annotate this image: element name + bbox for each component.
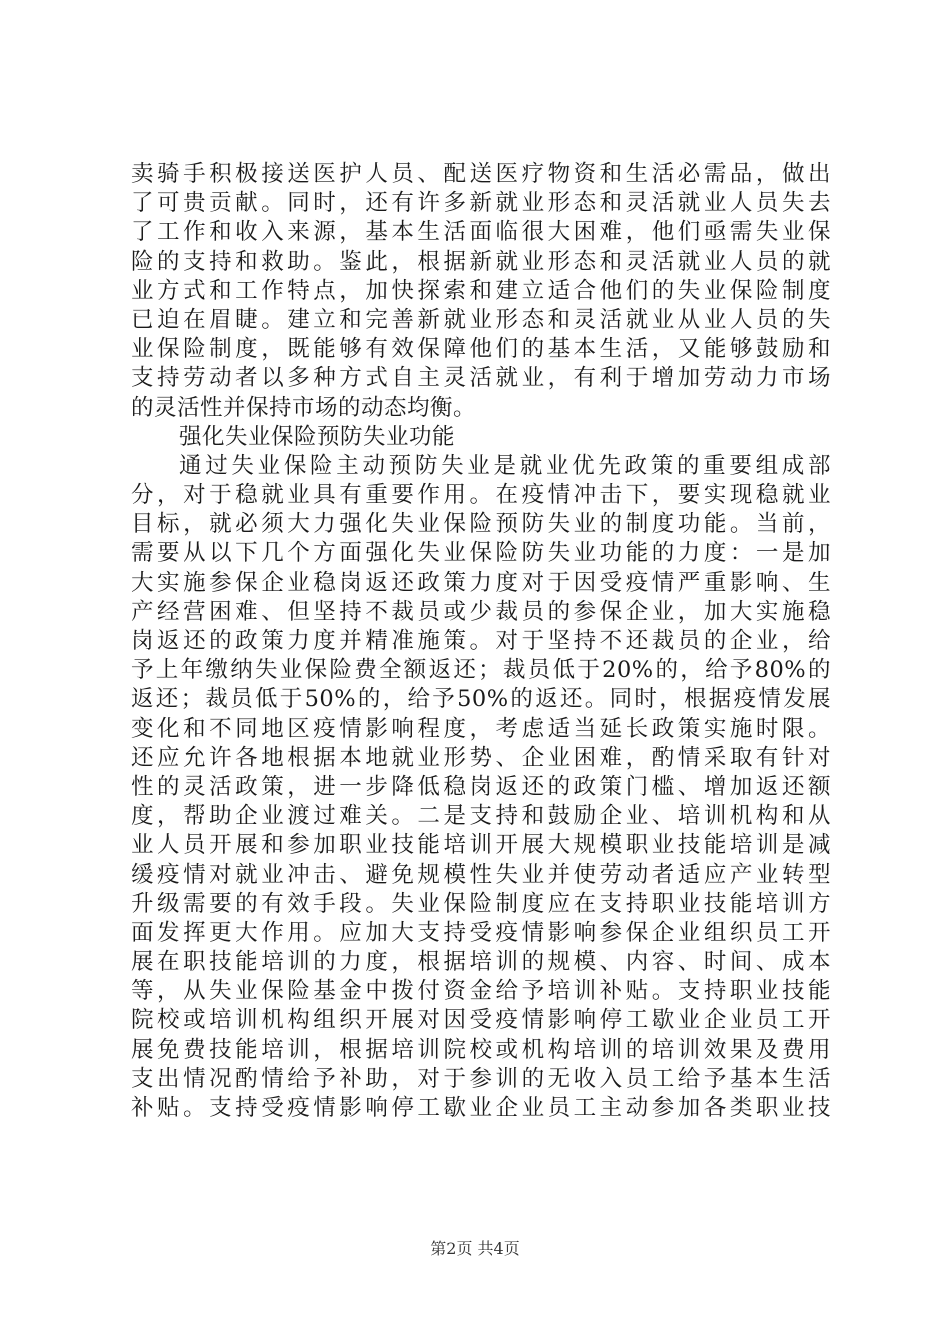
text-line: 了可贵贡献。同时，还有许多新就业形态和灵活就业人员失去 [131, 190, 831, 217]
text-line: 的灵活性并保持市场的动态均衡。 [131, 394, 477, 421]
text-line: 予上年缴纳失业保险费全额返还；裁员低于20%的，给予80%的 [131, 657, 831, 684]
text-line: 补贴。支持受疫情影响停工歇业企业员工主动参加各类职业技 [131, 1095, 831, 1121]
text-line: 岗返还的政策力度并精准施策。对于坚持不还裁员的企业，给 [131, 628, 831, 654]
section-heading: 强化失业保险预防失业功能 [179, 423, 456, 450]
text-line: 支持劳动者以多种方式自主灵活就业，有利于增加劳动力市场 [131, 365, 831, 392]
text-line: 分，对于稳就业具有重要作用。在疫情冲击下，要实现稳就业 [131, 482, 831, 509]
text-line: 目标，就必须大力强化失业保险预防失业的制度功能。当前， [131, 511, 831, 538]
text-line: 院校或培训机构组织开展对因受疫情影响停工歇业企业员工开 [131, 1007, 831, 1034]
paragraph-1 [131, 160, 831, 423]
text-line: 大实施参保企业稳岗返还政策力度对于因受疫情严重影响、生 [131, 569, 831, 596]
text-line: 面发挥更大作用。应加大支持受疫情影响参保企业组织员工开 [131, 919, 831, 946]
text-line: 产经营困难、但坚持不裁员或少裁员的参保企业，加大实施稳 [131, 598, 831, 625]
text-line: 了工作和收入来源，基本生活面临很大困难，他们亟需失业保 [131, 219, 831, 246]
document-body [131, 160, 831, 1123]
text-line: 升级需要的有效手段。失业保险制度应在支持职业技能培训方 [131, 890, 831, 917]
text-line: 性的灵活政策，进一步降低稳岗返还的政策门槛、增加返还额 [131, 773, 831, 800]
text-line: 业保险制度，既能够有效保障他们的基本生活，又能够鼓励和 [131, 336, 831, 363]
text-line: 还应允许各地根据本地就业形势、企业困难，酌情采取有针对 [131, 744, 831, 771]
text-line: 险的支持和救助。鉴此，根据新就业形态和灵活就业人员的就 [131, 248, 831, 275]
text-line: 业方式和工作特点，加快探索和建立适合他们的失业保险制度 [131, 277, 831, 304]
text-line: 需要从以下几个方面强化失业保险防失业功能的力度：一是加 [131, 540, 831, 567]
text-line: 已迫在眉睫。建立和完善新就业形态和灵活就业从业人员的失 [131, 306, 831, 333]
text-line: 业人员开展和参加职业技能培训开展大规模职业技能培训是减 [131, 832, 831, 859]
text-line: 度，帮助企业渡过难关。二是支持和鼓励企业、培训机构和从 [131, 803, 831, 830]
text-line: 等，从失业保险基金中拨付资金给予培训补贴。支持职业技能 [131, 978, 831, 1005]
page-footer: 第2页 共4页 [430, 1239, 520, 1258]
text-line: 展在职技能培训的力度，根据培训的规模、内容、时间、成本 [131, 949, 831, 976]
text-line: 通过失业保险主动预防失业是就业优先政策的重要组成部 [179, 452, 831, 479]
text-line: 展免费技能培训，根据培训院校或机构培训的培训效果及费用 [131, 1036, 831, 1063]
text-line: 返还；裁员低于50%的，给予50%的返还。同时，根据疫情发展 [131, 686, 831, 713]
text-line: 变化和不同地区疫情影响程度，考虑适当延长政策实施时限。 [131, 715, 831, 742]
text-line: 缓疫情对就业冲击、避免规模性失业并使劳动者适应产业转型 [131, 861, 831, 888]
text-line: 支出情况酌情给予补助，对于参训的无收入员工给予基本生活 [131, 1065, 831, 1092]
paragraph-2 [131, 452, 831, 1123]
text-line: 卖骑手积极接送医护人员、配送医疗物资和生活必需品，做出 [131, 161, 831, 187]
